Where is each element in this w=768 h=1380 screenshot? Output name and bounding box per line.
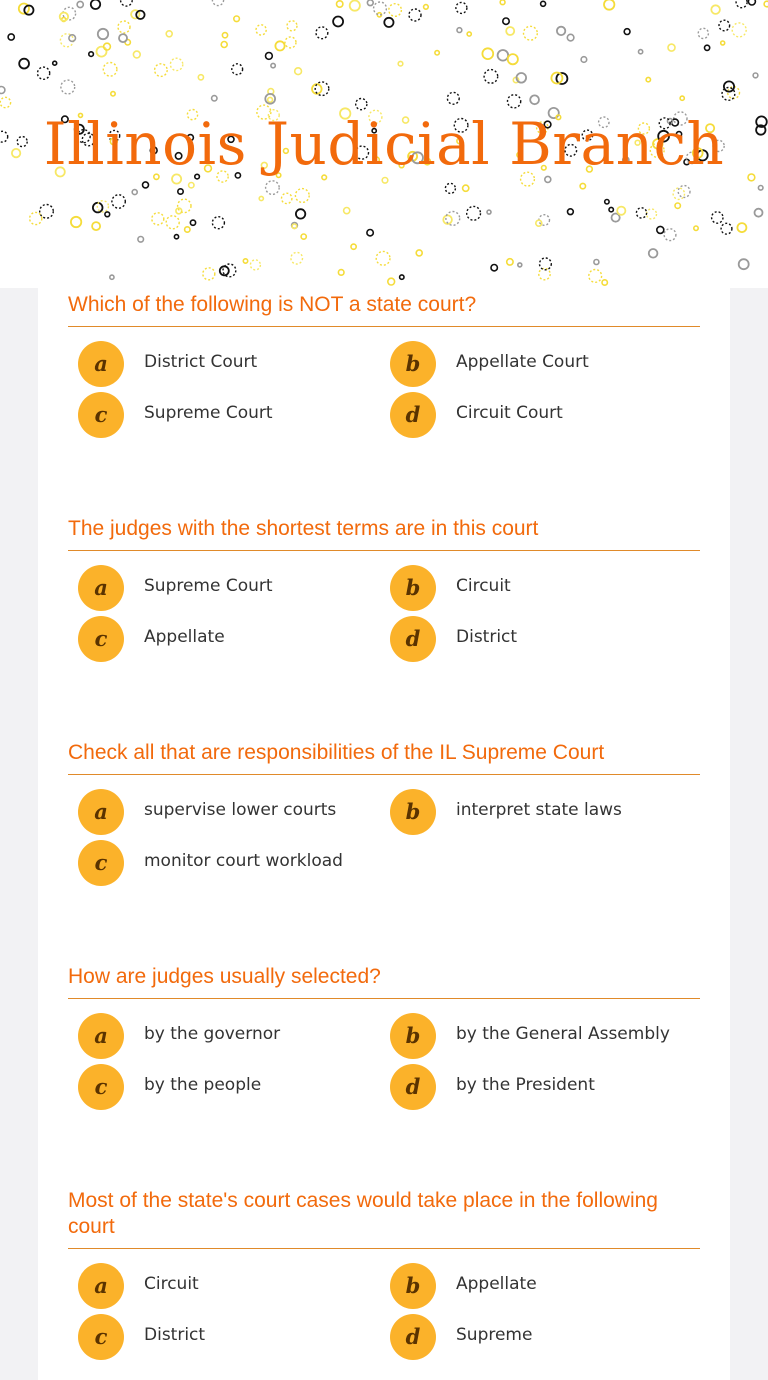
- confetti-dot: [541, 1, 546, 6]
- option-text: Appellate: [144, 627, 225, 647]
- worksheet: [38, 288, 730, 1380]
- confetti-dot: [605, 200, 609, 204]
- confetti-dot: [351, 244, 356, 249]
- option-text: interpret state laws: [456, 800, 622, 820]
- confetti-dot: [333, 17, 343, 27]
- confetti-dot: [19, 59, 29, 69]
- confetti-dot: [463, 185, 469, 191]
- option-b[interactable]: [380, 1013, 680, 1059]
- confetti-dot: [301, 234, 306, 239]
- confetti-dot: [508, 54, 518, 64]
- confetti-dot: [367, 230, 373, 236]
- option-text: by the people: [144, 1075, 262, 1095]
- option-d[interactable]: [380, 392, 680, 438]
- confetti-dot: [536, 220, 542, 226]
- confetti-dot: [467, 206, 481, 220]
- confetti-dot: [133, 51, 140, 58]
- confetti-dot: [259, 196, 263, 200]
- confetti-dot: [69, 35, 76, 42]
- option-letter-badge: c: [78, 392, 124, 438]
- confetti-dot: [111, 92, 115, 96]
- option-letter-badge: c: [78, 840, 124, 886]
- confetti-dot: [287, 21, 297, 31]
- confetti-dot: [110, 275, 114, 279]
- confetti-dot: [755, 209, 763, 217]
- option-letter-badge: d: [390, 1314, 436, 1360]
- confetti-dot: [557, 27, 565, 35]
- confetti-dot: [698, 28, 708, 38]
- confetti-dot: [602, 280, 607, 285]
- header-banner: [0, 0, 768, 288]
- confetti-dot: [40, 205, 54, 219]
- confetti-dot: [166, 31, 172, 37]
- option-c[interactable]: [68, 840, 368, 886]
- option-d[interactable]: [380, 1314, 680, 1360]
- option-text: by the General Assembly: [456, 1024, 670, 1044]
- option-text: Circuit: [456, 576, 511, 596]
- confetti-dot: [155, 64, 168, 77]
- option-letter-badge: b: [390, 1263, 436, 1309]
- confetti-dot: [409, 9, 421, 21]
- option-b[interactable]: [380, 1263, 680, 1309]
- confetti-dot: [271, 63, 275, 67]
- confetti-dot: [664, 229, 676, 241]
- confetti-dot: [71, 217, 81, 227]
- confetti-dot: [243, 259, 247, 263]
- confetti-dot: [719, 20, 730, 31]
- confetti-dot: [190, 220, 195, 225]
- confetti-dot: [222, 33, 227, 38]
- question-1: [68, 292, 700, 427]
- confetti-dot: [581, 57, 587, 63]
- confetti-dot: [712, 212, 723, 223]
- confetti-dot: [711, 5, 720, 14]
- confetti-dot: [178, 199, 191, 212]
- confetti-dot: [764, 1, 768, 7]
- option-b[interactable]: [380, 341, 680, 387]
- confetti-dot: [61, 80, 75, 94]
- confetti-dot: [446, 212, 460, 226]
- confetti-dot: [457, 28, 462, 33]
- question-text: Which of the following is NOT a state court?: [68, 292, 700, 327]
- confetti-dot: [266, 181, 280, 195]
- confetti-dot: [212, 96, 217, 101]
- confetti-dot: [266, 53, 273, 60]
- question-3: [68, 740, 700, 875]
- confetti-dot: [484, 70, 498, 84]
- confetti-dot: [143, 182, 149, 188]
- option-a[interactable]: [68, 1013, 368, 1059]
- option-letter-badge: c: [78, 1314, 124, 1360]
- option-letter-badge: b: [390, 1013, 436, 1059]
- question-5: [68, 1188, 700, 1349]
- confetti-dot: [467, 32, 471, 36]
- confetti-dot: [636, 208, 646, 218]
- option-letter-badge: b: [390, 341, 436, 387]
- confetti-dot: [435, 51, 439, 55]
- confetti-dot: [152, 213, 164, 225]
- confetti-dot: [234, 16, 240, 22]
- confetti-dot: [121, 0, 133, 6]
- option-c[interactable]: [68, 1064, 368, 1110]
- option-text: Supreme Court: [144, 403, 273, 423]
- option-text: Circuit Court: [456, 403, 563, 423]
- option-text: Supreme: [456, 1325, 533, 1345]
- confetti-dot: [675, 203, 680, 208]
- confetti-dot: [503, 18, 509, 24]
- confetti-dot: [295, 68, 302, 75]
- confetti-dot: [398, 61, 403, 66]
- option-text: District Court: [144, 352, 258, 372]
- confetti-dot: [646, 77, 650, 81]
- question-text: The judges with the shortest terms are in this court: [68, 516, 700, 551]
- confetti-dot: [580, 183, 585, 188]
- confetti-dot: [105, 212, 110, 217]
- confetti-dot: [285, 37, 296, 48]
- confetti-dot: [292, 224, 297, 229]
- option-a[interactable]: [68, 789, 368, 835]
- option-c[interactable]: [68, 1314, 368, 1360]
- option-text: by the governor: [144, 1024, 281, 1044]
- confetti-dot: [668, 44, 675, 51]
- confetti-dot: [185, 227, 190, 232]
- question-text: Check all that are responsibilities of the IL Supreme Court: [68, 740, 700, 775]
- option-d[interactable]: [380, 1064, 680, 1110]
- confetti-dot: [694, 226, 698, 230]
- option-c[interactable]: [68, 616, 368, 662]
- confetti-dot: [337, 1, 343, 7]
- confetti-dot: [617, 207, 625, 215]
- option-text: Supreme Court: [144, 576, 273, 596]
- question-4: [68, 964, 700, 1099]
- confetti-dot: [748, 0, 755, 5]
- confetti-dot: [103, 63, 117, 77]
- confetti-dot: [98, 29, 108, 39]
- confetti-dot: [737, 223, 746, 232]
- option-a[interactable]: [68, 565, 368, 611]
- confetti-dot: [388, 278, 395, 285]
- confetti-dot: [732, 23, 746, 37]
- confetti-dot: [268, 97, 273, 102]
- question-2: [68, 516, 700, 651]
- page-title: Illinois Judicial Branch: [43, 110, 725, 178]
- option-text: by the President: [456, 1075, 595, 1095]
- option-a[interactable]: [68, 1263, 368, 1309]
- confetti-dot: [250, 260, 260, 270]
- confetti-dot: [212, 0, 223, 6]
- option-text: monitor court workload: [144, 851, 343, 871]
- confetti-dot: [482, 48, 493, 59]
- option-b[interactable]: [380, 565, 680, 611]
- confetti-dot: [753, 73, 758, 78]
- confetti-dot: [53, 61, 57, 65]
- option-letter-badge: a: [78, 789, 124, 835]
- confetti-dot: [350, 1, 360, 11]
- confetti-dot: [500, 0, 505, 5]
- confetti-dot: [166, 216, 179, 229]
- confetti-dot: [77, 1, 83, 7]
- confetti-dot: [507, 259, 513, 265]
- option-letter-badge: c: [78, 1064, 124, 1110]
- option-d[interactable]: [380, 616, 680, 662]
- confetti-dot: [594, 260, 599, 265]
- option-letter-badge: b: [390, 789, 436, 835]
- confetti-dot: [316, 27, 328, 39]
- confetti-dot: [282, 193, 292, 203]
- confetti-dot: [119, 34, 127, 42]
- confetti-dot: [424, 5, 429, 10]
- option-text: Appellate: [456, 1274, 537, 1294]
- option-letter-badge: d: [390, 392, 436, 438]
- confetti-dot: [389, 4, 402, 17]
- option-b[interactable]: [380, 789, 680, 835]
- confetti-dot: [198, 75, 203, 80]
- confetti-dot: [506, 27, 514, 35]
- confetti-dot: [705, 45, 710, 50]
- confetti-dot: [132, 190, 137, 195]
- confetti-dot: [445, 183, 455, 193]
- option-letter-badge: a: [78, 341, 124, 387]
- option-text: District: [144, 1325, 206, 1345]
- confetti-dot: [447, 92, 459, 104]
- confetti-dot: [518, 263, 522, 267]
- confetti-dot: [567, 34, 574, 41]
- confetti-dot: [721, 223, 732, 234]
- confetti-dot: [456, 2, 467, 13]
- confetti-dot: [649, 249, 658, 258]
- confetti-dot: [721, 41, 725, 45]
- option-letter-badge: b: [390, 565, 436, 611]
- confetti-dot: [524, 26, 538, 40]
- option-c[interactable]: [68, 392, 368, 438]
- confetti-dot: [739, 259, 749, 269]
- confetti-dot: [138, 237, 144, 243]
- confetti-dot: [367, 0, 373, 6]
- confetti-dot: [212, 217, 224, 229]
- confetti-dot: [487, 210, 491, 214]
- confetti-dot: [530, 95, 539, 104]
- confetti-dot: [291, 252, 303, 264]
- confetti-dot: [60, 34, 73, 47]
- confetti-dot: [604, 0, 614, 10]
- option-text: supervise lower courts: [144, 800, 337, 820]
- confetti-dot: [589, 270, 602, 283]
- confetti-dot: [295, 189, 309, 203]
- confetti-dot: [491, 265, 497, 271]
- confetti-dot: [400, 275, 404, 279]
- confetti-dot: [657, 226, 664, 233]
- confetti-dot: [338, 270, 344, 276]
- confetti-dot: [609, 207, 613, 211]
- confetti-dot: [416, 250, 422, 256]
- option-text: District: [456, 627, 518, 647]
- confetti-dot: [344, 208, 350, 214]
- confetti-dot: [680, 96, 684, 100]
- confetti-dot: [97, 47, 107, 57]
- confetti-dot: [639, 50, 643, 54]
- confetti-dot: [8, 34, 14, 40]
- confetti-dot: [118, 21, 130, 33]
- confetti-dot: [624, 29, 630, 35]
- confetti-dot: [758, 186, 763, 191]
- confetti-dot: [568, 209, 574, 215]
- confetti-dot: [38, 67, 50, 79]
- confetti-dot: [178, 189, 183, 194]
- confetti-dot: [91, 0, 100, 9]
- confetti-dot: [92, 222, 100, 230]
- confetti-dot: [89, 52, 94, 57]
- confetti-dot: [30, 212, 42, 224]
- question-text: Most of the state's court cases would take place in the following court: [68, 1188, 700, 1249]
- confetti-dot: [220, 266, 229, 275]
- confetti-dot: [498, 50, 509, 61]
- confetti-dot: [112, 195, 125, 208]
- option-a[interactable]: [68, 341, 368, 387]
- confetti-dot: [647, 209, 657, 219]
- confetti-dot: [275, 41, 284, 50]
- confetti-dot: [174, 235, 178, 239]
- option-letter-badge: d: [390, 616, 436, 662]
- option-letter-badge: d: [390, 1064, 436, 1110]
- confetti-dot: [736, 0, 747, 8]
- option-text: Circuit: [144, 1274, 199, 1294]
- confetti-dot: [221, 42, 227, 48]
- confetti-dot: [376, 251, 390, 265]
- option-letter-badge: a: [78, 1013, 124, 1059]
- confetti-dot: [384, 18, 393, 27]
- option-letter-badge: c: [78, 616, 124, 662]
- confetti-dot: [170, 58, 182, 70]
- confetti-dot: [540, 258, 552, 270]
- confetti-dot: [232, 64, 243, 75]
- confetti-dot: [203, 268, 215, 280]
- confetti-dot: [189, 183, 194, 188]
- confetti-dot: [256, 25, 266, 35]
- confetti-dot: [0, 87, 5, 94]
- question-text: How are judges usually selected?: [68, 964, 700, 999]
- option-text: Appellate Court: [456, 352, 589, 372]
- option-letter-badge: a: [78, 565, 124, 611]
- confetti-dot: [93, 203, 103, 213]
- confetti-dot: [296, 209, 305, 218]
- confetti-dot: [136, 11, 144, 19]
- option-letter-badge: a: [78, 1263, 124, 1309]
